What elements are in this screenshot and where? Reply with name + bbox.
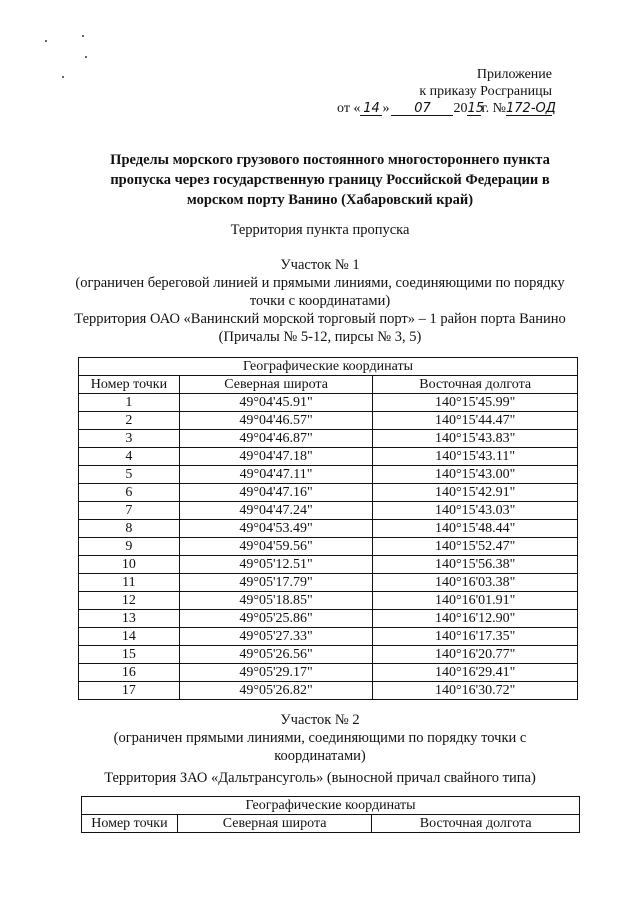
point-number-cell: 3 (79, 430, 180, 448)
north-latitude-cell: 49°04'45.91" (179, 394, 373, 412)
north-latitude-cell: 49°04'53.49" (179, 520, 373, 538)
east-longitude-cell: 140°16'03.38" (373, 574, 578, 592)
coordinates-table-2 (81, 796, 580, 833)
point-number-cell: 17 (79, 682, 180, 700)
order-day: 14 (360, 102, 382, 116)
order-reference: к приказу Росграницы (419, 84, 552, 99)
scan-speck (85, 56, 87, 58)
order-date-number: от « 14 » 07 2015г. №172-ОД (337, 101, 556, 116)
table-row (79, 520, 578, 538)
table-row (79, 592, 578, 610)
north-latitude-cell: 49°05'12.51" (179, 556, 373, 574)
point-number-cell: 11 (79, 574, 180, 592)
point-number-cell: 2 (79, 412, 180, 430)
point-number-cell: 10 (79, 556, 180, 574)
coordinates-group-header: Географические координаты (82, 797, 580, 815)
east-longitude-cell: 140°15'43.83" (373, 430, 578, 448)
column-header-east-longitude: Восточная долгота (372, 815, 580, 833)
order-number: 172-ОД (506, 101, 556, 116)
north-latitude-cell: 49°04'46.57" (179, 412, 373, 430)
order-month: 07 (391, 102, 453, 116)
coordinates-group-header: Географические координаты (79, 358, 578, 376)
table-row (79, 610, 578, 628)
north-latitude-cell: 49°04'47.18" (179, 448, 373, 466)
north-latitude-cell: 49°04'46.87" (179, 430, 373, 448)
column-header-east-longitude: Восточная долгота (373, 376, 578, 394)
scan-speck (82, 35, 84, 37)
column-header-north-latitude: Северная широта (179, 376, 373, 394)
north-latitude-cell: 49°05'29.17" (179, 664, 373, 682)
table-row (79, 682, 578, 700)
scan-speck (62, 76, 64, 78)
table-row (79, 412, 578, 430)
section-1-heading: Участок № 1 (280, 257, 360, 273)
table-row (79, 394, 578, 412)
point-number-cell: 7 (79, 502, 180, 520)
north-latitude-cell: 49°05'26.82" (179, 682, 373, 700)
table-row (79, 448, 578, 466)
east-longitude-cell: 140°15'56.38" (373, 556, 578, 574)
coordinates-table-1 (78, 357, 578, 700)
section-1: Участок № 1 (ограничен береговой линией и прямыми линиями, соединяющими по порядку точки с координатами) Территория ОАО «Ванинский морской торговый порт» – 1 район порта Ванино (Причалы № 5-12, пирсы № 3, 5) (40, 256, 600, 346)
east-longitude-cell: 140°16'17.35" (373, 628, 578, 646)
point-number-cell: 5 (79, 466, 180, 484)
north-latitude-cell: 49°05'17.79" (179, 574, 373, 592)
east-longitude-cell: 140°15'43.11" (373, 448, 578, 466)
section-2-territory: Территория ЗАО «Дальтрансуголь» (выносной причал свайного типа) (104, 770, 536, 786)
point-number-cell: 16 (79, 664, 180, 682)
east-longitude-cell: 140°15'43.00" (373, 466, 578, 484)
east-longitude-cell: 140°16'01.91" (373, 592, 578, 610)
table-row (79, 466, 578, 484)
table-row (79, 646, 578, 664)
table-row (79, 484, 578, 502)
point-number-cell: 13 (79, 610, 180, 628)
column-header-north-latitude: Северная широта (177, 815, 372, 833)
east-longitude-cell: 140°16'29.41" (373, 664, 578, 682)
east-longitude-cell: 140°15'42.91" (373, 484, 578, 502)
table-row (79, 538, 578, 556)
section-1-territory: Территория ОАО «Ванинский морской торговый порт» – 1 район порта Ванино (74, 311, 566, 327)
east-longitude-cell: 140°16'12.90" (373, 610, 578, 628)
table-row (79, 664, 578, 682)
appendix-label: Приложение (476, 67, 552, 82)
east-longitude-cell: 140°15'48.44" (373, 520, 578, 538)
table-row (79, 628, 578, 646)
table-row (79, 556, 578, 574)
point-number-cell: 15 (79, 646, 180, 664)
order-year: 15 (467, 101, 485, 116)
east-longitude-cell: 140°15'52.47" (373, 538, 578, 556)
scan-speck (45, 40, 47, 42)
north-latitude-cell: 49°04'47.16" (179, 484, 373, 502)
point-number-cell: 8 (79, 520, 180, 538)
table-row (79, 574, 578, 592)
north-latitude-cell: 49°05'18.85" (179, 592, 373, 610)
east-longitude-cell: 140°15'43.03" (373, 502, 578, 520)
east-longitude-cell: 140°15'45.99" (373, 394, 578, 412)
north-latitude-cell: 49°05'26.56" (179, 646, 373, 664)
north-latitude-cell: 49°04'47.24" (179, 502, 373, 520)
point-number-cell: 14 (79, 628, 180, 646)
north-latitude-cell: 49°04'47.11" (179, 466, 373, 484)
column-header-point-number: Номер точки (82, 815, 178, 833)
section-2-description: (ограничен прямыми линиями, соединяющими по порядку точки с (113, 730, 527, 746)
territory-heading: Территория пункта пропуска (230, 222, 410, 238)
table-row (79, 502, 578, 520)
appendix-header (337, 66, 556, 117)
east-longitude-cell: 140°16'30.72" (373, 682, 578, 700)
north-latitude-cell: 49°05'27.33" (179, 628, 373, 646)
table-row (79, 430, 578, 448)
point-number-cell: 1 (79, 394, 180, 412)
point-number-cell: 4 (79, 448, 180, 466)
section-2-heading: Участок № 2 (280, 712, 360, 728)
column-header-point-number: Номер точки (79, 376, 180, 394)
point-number-cell: 12 (79, 592, 180, 610)
north-latitude-cell: 49°05'25.86" (179, 610, 373, 628)
point-number-cell: 9 (79, 538, 180, 556)
document-title: Пределы морского грузового постоянного многостороннего пункта пропуска через государственную границу Российской Федерации в морском порту Ванино (Хабаровский край) (110, 152, 550, 208)
point-number-cell: 6 (79, 484, 180, 502)
section-2: Участок № 2 (ограничен прямыми линиями, соединяющими по порядку точки с координатами) Территория ЗАО «Дальтрансуголь» (выносной причал свайного типа) (40, 711, 600, 787)
east-longitude-cell: 140°15'44.47" (373, 412, 578, 430)
east-longitude-cell: 140°16'20.77" (373, 646, 578, 664)
section-1-description: (ограничен береговой линией и прямыми линиями, соединяющими по порядку (75, 275, 565, 291)
north-latitude-cell: 49°04'59.56" (179, 538, 373, 556)
